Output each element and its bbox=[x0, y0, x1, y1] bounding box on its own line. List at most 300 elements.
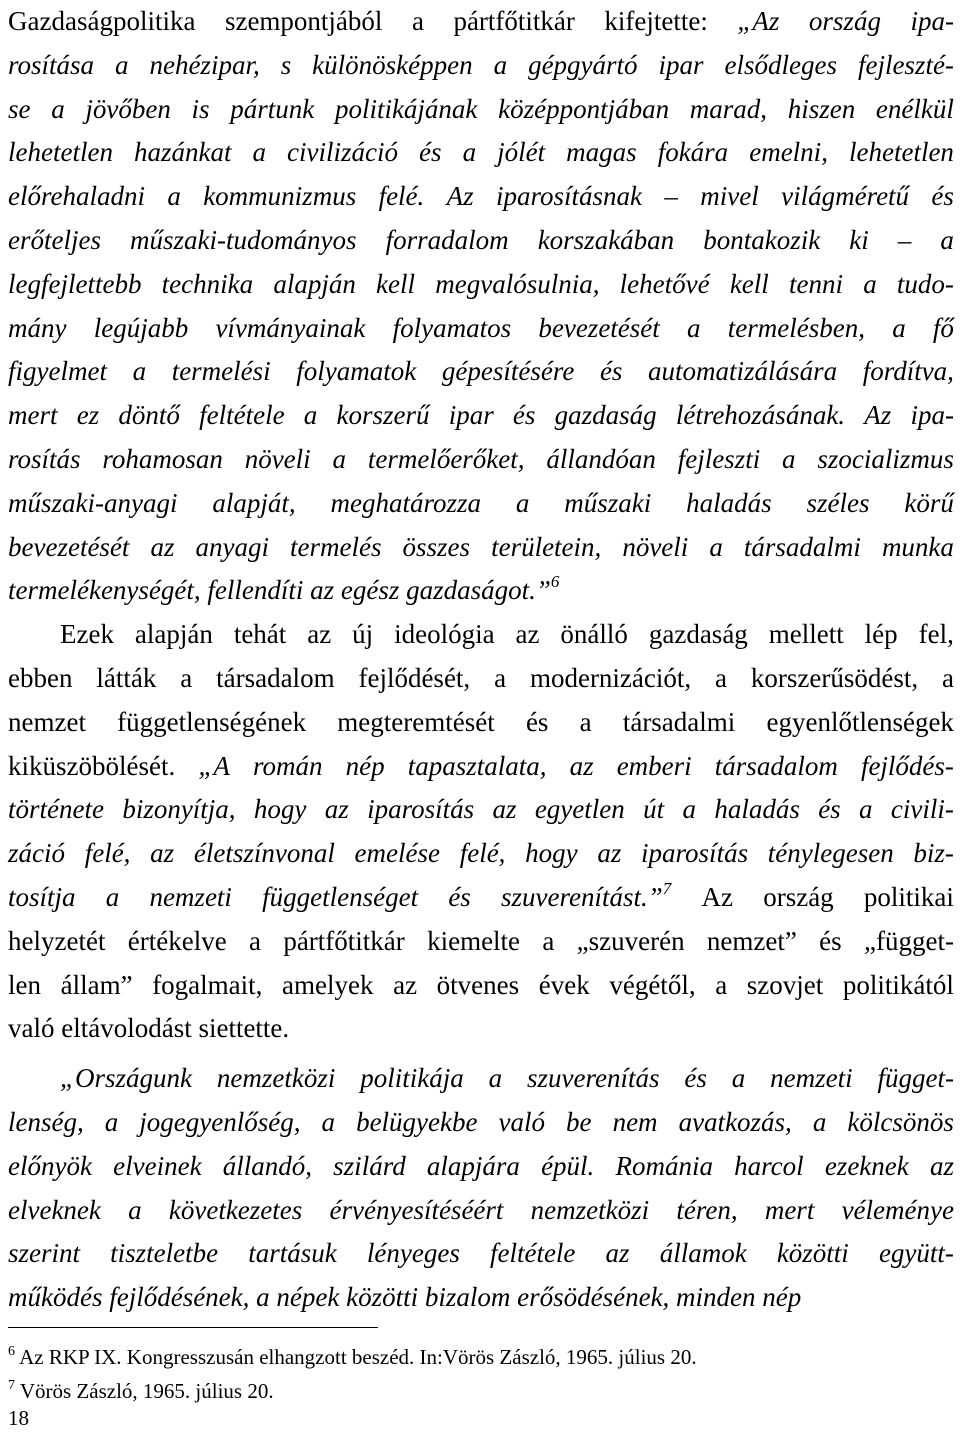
word: az bbox=[150, 531, 175, 562]
word: is bbox=[191, 93, 210, 124]
word: legfejlettebb bbox=[8, 268, 142, 299]
word: a bbox=[249, 925, 261, 956]
word: a bbox=[494, 662, 507, 693]
word: és bbox=[931, 181, 954, 212]
word: jólét bbox=[497, 137, 546, 168]
word: érvényesítéséért bbox=[329, 1194, 504, 1225]
word: a bbox=[859, 794, 873, 825]
footnotes bbox=[8, 1340, 954, 1408]
word: fogalmait, bbox=[152, 969, 263, 1000]
word: mellett bbox=[768, 619, 844, 650]
word: ipar bbox=[658, 49, 704, 80]
text-line bbox=[8, 131, 954, 175]
word: meghatározza bbox=[330, 487, 482, 518]
word: korszerű bbox=[336, 400, 430, 431]
text-line bbox=[8, 1101, 954, 1145]
word: ipa- bbox=[910, 400, 954, 431]
word: a bbox=[715, 662, 728, 693]
word: rosítása bbox=[8, 49, 95, 80]
word: a bbox=[51, 93, 65, 124]
text-line bbox=[8, 1057, 954, 1101]
word: szocializmus bbox=[817, 443, 954, 474]
word: enélkül bbox=[875, 93, 954, 124]
text-segment: termelékenységét, fellendíti az egész gazdaságot.” bbox=[8, 575, 551, 606]
word: alapján bbox=[134, 619, 213, 650]
word: kifejtette: bbox=[604, 6, 708, 36]
word: a bbox=[105, 881, 120, 912]
word: együtt- bbox=[878, 1238, 954, 1269]
footnote-number: 7 bbox=[8, 1378, 15, 1393]
word: növeli bbox=[622, 531, 689, 562]
word: ötvenes bbox=[436, 969, 520, 1000]
word: ország bbox=[763, 881, 834, 912]
word: gépgyártó bbox=[528, 49, 638, 80]
word: vívmányainak bbox=[215, 312, 366, 343]
word: közötti bbox=[776, 1238, 849, 1269]
word: látták bbox=[96, 662, 157, 693]
word: a bbox=[687, 312, 701, 343]
word: véleménye bbox=[841, 1194, 954, 1225]
word: lehetővé bbox=[619, 268, 710, 299]
word: politikától bbox=[842, 969, 954, 1000]
word: az bbox=[597, 838, 622, 869]
text-line bbox=[8, 307, 954, 351]
word: megvalósulnia, bbox=[435, 268, 600, 299]
word: helyzetét bbox=[8, 925, 106, 956]
word: lényeges bbox=[366, 1238, 460, 1269]
word: mert bbox=[764, 1194, 815, 1225]
word: folyamatok bbox=[296, 356, 417, 387]
word: pártfőtitkár bbox=[453, 6, 575, 36]
text-line bbox=[8, 175, 954, 219]
word: létrehozásának. bbox=[675, 400, 846, 431]
word: fel, bbox=[918, 619, 954, 650]
word: felé, bbox=[459, 838, 506, 869]
word: gazdaság bbox=[554, 400, 657, 431]
word: Románia bbox=[615, 1150, 713, 1181]
text-line bbox=[8, 438, 954, 482]
footnote-text: Vörös Zászló, 1965. július 20. bbox=[15, 1379, 274, 1403]
text-line bbox=[8, 88, 954, 132]
word: „Az bbox=[737, 6, 780, 36]
word: emelése bbox=[354, 838, 440, 869]
word: ország bbox=[808, 6, 881, 36]
word: jövőben bbox=[85, 93, 171, 124]
word: elveinek bbox=[113, 1150, 202, 1181]
word: termelés bbox=[290, 531, 382, 562]
word: emelni, bbox=[749, 137, 828, 168]
word: anyagi bbox=[195, 531, 269, 562]
word: szerint bbox=[8, 1238, 81, 1269]
word: a bbox=[812, 1106, 827, 1137]
word: az bbox=[324, 794, 349, 825]
word: műszaki-anyagi bbox=[8, 487, 178, 518]
word: nem bbox=[612, 1106, 658, 1137]
word: fejleszté- bbox=[857, 49, 954, 80]
text-line bbox=[8, 1232, 954, 1276]
word: záció bbox=[8, 838, 65, 869]
text-line bbox=[8, 44, 954, 88]
text-line bbox=[8, 1276, 954, 1320]
footnote-number: 6 bbox=[8, 1344, 15, 1359]
word: amelyek bbox=[282, 969, 374, 1000]
word: az bbox=[307, 619, 332, 650]
text-line bbox=[8, 526, 954, 570]
word: nemzetközi bbox=[216, 1063, 336, 1094]
word: technika bbox=[161, 268, 254, 299]
word: haladás bbox=[714, 794, 800, 825]
text-line bbox=[8, 964, 954, 1008]
page-number: 18 bbox=[8, 1406, 29, 1430]
word: szuverenítást.”$^7$ bbox=[501, 878, 672, 912]
text-line bbox=[8, 920, 954, 964]
word: a bbox=[115, 49, 129, 80]
word: társadalmi bbox=[622, 706, 736, 737]
word: államok bbox=[659, 1238, 747, 1269]
word: „A bbox=[198, 750, 230, 781]
word: a bbox=[892, 312, 906, 343]
word: ebben bbox=[8, 662, 73, 693]
word: Ezek bbox=[60, 619, 114, 650]
word: termelési bbox=[171, 356, 271, 387]
word: függet- bbox=[877, 1063, 954, 1094]
word: erőteljes bbox=[8, 224, 101, 255]
word: nemzet” bbox=[706, 925, 797, 956]
word: lenség, bbox=[8, 1106, 84, 1137]
word: szovjet bbox=[746, 969, 824, 1000]
word: harcol bbox=[734, 1150, 804, 1181]
word: való bbox=[498, 1106, 546, 1137]
word: lehetetlen bbox=[848, 137, 954, 168]
word: és bbox=[599, 356, 623, 387]
word: társadalom bbox=[714, 750, 838, 781]
word: fordítva, bbox=[862, 356, 954, 387]
word: ez bbox=[76, 400, 100, 431]
word: épül. bbox=[541, 1150, 595, 1181]
word: korszerűsödést, bbox=[750, 662, 919, 693]
word: az bbox=[492, 794, 517, 825]
word: feltétele bbox=[489, 1238, 576, 1269]
word: pártfőtitkár bbox=[283, 925, 405, 956]
word: iparosításnak bbox=[496, 181, 643, 212]
word: és bbox=[448, 881, 471, 912]
text-line bbox=[8, 0, 954, 44]
word: rohamosan bbox=[102, 443, 223, 474]
word: nehézipar, bbox=[149, 49, 260, 80]
word: bevezetését bbox=[538, 312, 660, 343]
word: döntő bbox=[118, 400, 180, 431]
text-line bbox=[8, 219, 954, 263]
word: munka bbox=[881, 531, 954, 562]
word: bizonyítja, bbox=[122, 794, 236, 825]
word: állandóan bbox=[546, 443, 656, 474]
word: iparosítás bbox=[367, 794, 475, 825]
text-line bbox=[8, 613, 954, 657]
word: – bbox=[897, 224, 912, 255]
word: a bbox=[411, 6, 424, 36]
word: a bbox=[863, 268, 877, 299]
text-segment: működés fejlődésének, a népek közötti bizalom erősödésének, minden nép bbox=[8, 1282, 802, 1313]
word: a bbox=[515, 487, 530, 518]
word: tartásuk bbox=[248, 1238, 337, 1269]
footnote-separator bbox=[8, 1327, 378, 1328]
text-line bbox=[8, 788, 954, 832]
word: műszaki bbox=[564, 487, 652, 518]
word: se bbox=[8, 93, 31, 124]
word: az bbox=[515, 619, 540, 650]
footnote bbox=[8, 1340, 954, 1374]
word: fejlődését, bbox=[358, 662, 471, 693]
word: a bbox=[488, 1063, 503, 1094]
word: nemzetközi bbox=[530, 1194, 650, 1225]
word: figyelmet bbox=[8, 356, 107, 387]
word: ipa- bbox=[910, 6, 954, 36]
word: Az bbox=[864, 400, 892, 431]
word: egyenlőtlenségek bbox=[766, 706, 954, 737]
word: hogy bbox=[253, 794, 307, 825]
word: jogegyenlőség, bbox=[139, 1106, 301, 1137]
text-line bbox=[8, 1189, 954, 1233]
word: az bbox=[929, 1150, 954, 1181]
word: magas bbox=[566, 137, 637, 168]
footnote-text: Az RKP IX. Kongresszusán elhangzott beszéd. In:Vörös Zászló, 1965. július 20. bbox=[15, 1345, 697, 1369]
word: termelésben, bbox=[727, 312, 865, 343]
word: felé, bbox=[84, 838, 131, 869]
word: világméretű bbox=[781, 181, 910, 212]
word: marad, bbox=[689, 93, 768, 124]
word: és bbox=[419, 137, 442, 168]
word: középpontjában bbox=[498, 93, 670, 124]
word: állam” bbox=[60, 969, 133, 1000]
word: a bbox=[462, 137, 477, 168]
word: a bbox=[303, 400, 318, 431]
word: bontakozik bbox=[703, 224, 821, 255]
word: ipar bbox=[448, 400, 494, 431]
text-line bbox=[8, 263, 954, 307]
word: műszaki-tudományos bbox=[130, 224, 357, 255]
word: az bbox=[569, 750, 594, 781]
word: alapját, bbox=[212, 487, 296, 518]
word: hiszen bbox=[787, 93, 856, 124]
word: biz- bbox=[913, 838, 954, 869]
word: előnyök bbox=[8, 1150, 92, 1181]
word: a bbox=[682, 794, 696, 825]
footnote bbox=[8, 1374, 954, 1408]
word: civili- bbox=[890, 794, 954, 825]
word: ki bbox=[849, 224, 869, 255]
word: társadalmi bbox=[743, 531, 861, 562]
word: hogy bbox=[525, 838, 578, 869]
text-segment: való eltávolodást siettette. bbox=[8, 1013, 290, 1044]
word: legújabb bbox=[93, 312, 189, 343]
word: román bbox=[252, 750, 323, 781]
word: nép bbox=[345, 750, 385, 781]
word: forradalom bbox=[385, 224, 509, 255]
word: mert bbox=[8, 400, 58, 431]
word: fejlődés- bbox=[860, 750, 954, 781]
word: elveknek bbox=[8, 1194, 101, 1225]
word: kell bbox=[729, 268, 769, 299]
word: a bbox=[132, 356, 147, 387]
word: társadalom bbox=[216, 662, 335, 693]
word: politikája bbox=[360, 1063, 464, 1094]
word: avatkozás, bbox=[678, 1106, 792, 1137]
word: megteremtését bbox=[337, 706, 495, 737]
word: automatizálására bbox=[648, 356, 838, 387]
text-line bbox=[8, 876, 954, 920]
word: szuverenítás bbox=[527, 1063, 660, 1094]
word: téren, bbox=[676, 1194, 738, 1225]
word: ideológia bbox=[394, 619, 495, 650]
word: termelőerőket, bbox=[367, 443, 525, 474]
word: iparosítás bbox=[641, 838, 749, 869]
word: fejleszti bbox=[677, 443, 761, 474]
word: elsődleges bbox=[724, 49, 837, 80]
text-line bbox=[8, 350, 954, 394]
word: a bbox=[709, 531, 723, 562]
word: alapjára bbox=[426, 1150, 520, 1181]
word: a bbox=[128, 1194, 142, 1225]
word: korszakában bbox=[537, 224, 675, 255]
word: a bbox=[252, 137, 267, 168]
word: kell bbox=[376, 268, 416, 299]
word: lép bbox=[864, 619, 898, 650]
word: és bbox=[684, 1063, 707, 1094]
word: a bbox=[940, 224, 954, 255]
word: „Országunk bbox=[60, 1063, 193, 1094]
word: tudo- bbox=[896, 268, 954, 299]
word: politikájának bbox=[334, 93, 478, 124]
word: különösképpen bbox=[312, 49, 473, 80]
word: értékelve bbox=[127, 925, 227, 956]
word: hazánkat bbox=[133, 137, 232, 168]
word: „függet- bbox=[863, 925, 954, 956]
word: feltétele bbox=[199, 400, 285, 431]
word: pártunk bbox=[230, 93, 315, 124]
word: az bbox=[605, 1238, 630, 1269]
word: Gazdaságpolitika bbox=[8, 6, 196, 36]
text-line bbox=[8, 569, 954, 613]
word: egyetlen bbox=[534, 794, 625, 825]
word: végétől, bbox=[609, 969, 696, 1000]
word: tapasztalata, bbox=[407, 750, 547, 781]
word: folyamatos bbox=[392, 312, 512, 343]
word: mány bbox=[8, 312, 67, 343]
word: a bbox=[321, 1106, 336, 1137]
word: Az bbox=[701, 881, 733, 912]
word: ezeknek bbox=[824, 1150, 909, 1181]
word: szempontjából bbox=[224, 6, 383, 36]
word: a bbox=[782, 443, 796, 474]
word: modernizációt, bbox=[529, 662, 692, 693]
word: a bbox=[167, 181, 181, 212]
word: len bbox=[8, 969, 41, 1000]
word: és bbox=[818, 794, 841, 825]
text-line bbox=[8, 745, 954, 789]
word: összes bbox=[402, 531, 471, 562]
word: története bbox=[8, 794, 104, 825]
word: fő bbox=[932, 312, 954, 343]
text-line bbox=[8, 1007, 954, 1051]
word: belügyekbe bbox=[356, 1106, 478, 1137]
word: s bbox=[280, 49, 292, 80]
word: – bbox=[664, 181, 678, 212]
word: ténylegesen bbox=[767, 838, 894, 869]
word: bevezetését bbox=[8, 531, 130, 562]
word: alapján bbox=[273, 268, 356, 299]
word: tehát bbox=[233, 619, 287, 650]
word: kommunizmus bbox=[203, 181, 357, 212]
word: körű bbox=[904, 487, 954, 518]
word: a bbox=[332, 443, 347, 474]
word: életszínvonal bbox=[193, 838, 335, 869]
text-line bbox=[8, 701, 954, 745]
word: felé. bbox=[378, 181, 425, 212]
word: a bbox=[104, 1106, 119, 1137]
word: be bbox=[566, 1106, 592, 1137]
word: a bbox=[542, 925, 555, 956]
footnote-marker: 7 bbox=[662, 878, 672, 898]
word: kiemelte bbox=[427, 925, 521, 956]
word: új bbox=[352, 619, 374, 650]
word: függetlenséget bbox=[262, 881, 419, 912]
word: „szuverén bbox=[576, 925, 685, 956]
word: a bbox=[180, 662, 193, 693]
word: kölcsönös bbox=[847, 1106, 954, 1137]
word: nemzeti bbox=[149, 881, 232, 912]
word: a bbox=[731, 1063, 746, 1094]
word: rosítás bbox=[8, 443, 81, 474]
word: nemzet bbox=[8, 706, 86, 737]
word: civilizáció bbox=[287, 137, 399, 168]
word: évek bbox=[538, 969, 590, 1000]
word: haladás bbox=[686, 487, 772, 518]
word: és bbox=[819, 925, 842, 956]
word: előrehaladni bbox=[8, 181, 145, 212]
word: kiküszöbölését. bbox=[8, 750, 176, 781]
word: és bbox=[512, 400, 536, 431]
word: önálló bbox=[560, 619, 628, 650]
word: gazdaság bbox=[648, 619, 748, 650]
word: az bbox=[150, 838, 175, 869]
word: területein, bbox=[491, 531, 602, 562]
word: mivel bbox=[700, 181, 759, 212]
word: tiszteletbe bbox=[110, 1238, 219, 1269]
footnote-marker: 6 bbox=[550, 572, 560, 592]
word: tenni bbox=[789, 268, 844, 299]
word: növeli bbox=[244, 443, 311, 474]
text-line bbox=[8, 1145, 954, 1189]
word: az bbox=[393, 969, 418, 1000]
text-line bbox=[8, 482, 954, 526]
word: emberi bbox=[616, 750, 692, 781]
word: gépesítésére bbox=[441, 356, 575, 387]
body-text bbox=[8, 0, 954, 1320]
word: fokára bbox=[657, 137, 729, 168]
word: következetes bbox=[168, 1194, 303, 1225]
word: a bbox=[579, 706, 592, 737]
word: szilárd bbox=[333, 1150, 406, 1181]
word: út bbox=[643, 794, 665, 825]
word: állandó, bbox=[222, 1150, 312, 1181]
word: Az bbox=[446, 181, 474, 212]
word: tosítja bbox=[8, 881, 76, 912]
word: széles bbox=[806, 487, 870, 518]
word: és bbox=[525, 706, 549, 737]
word: lehetetlen bbox=[8, 137, 113, 168]
word: a bbox=[942, 662, 954, 693]
text-line bbox=[8, 657, 954, 701]
